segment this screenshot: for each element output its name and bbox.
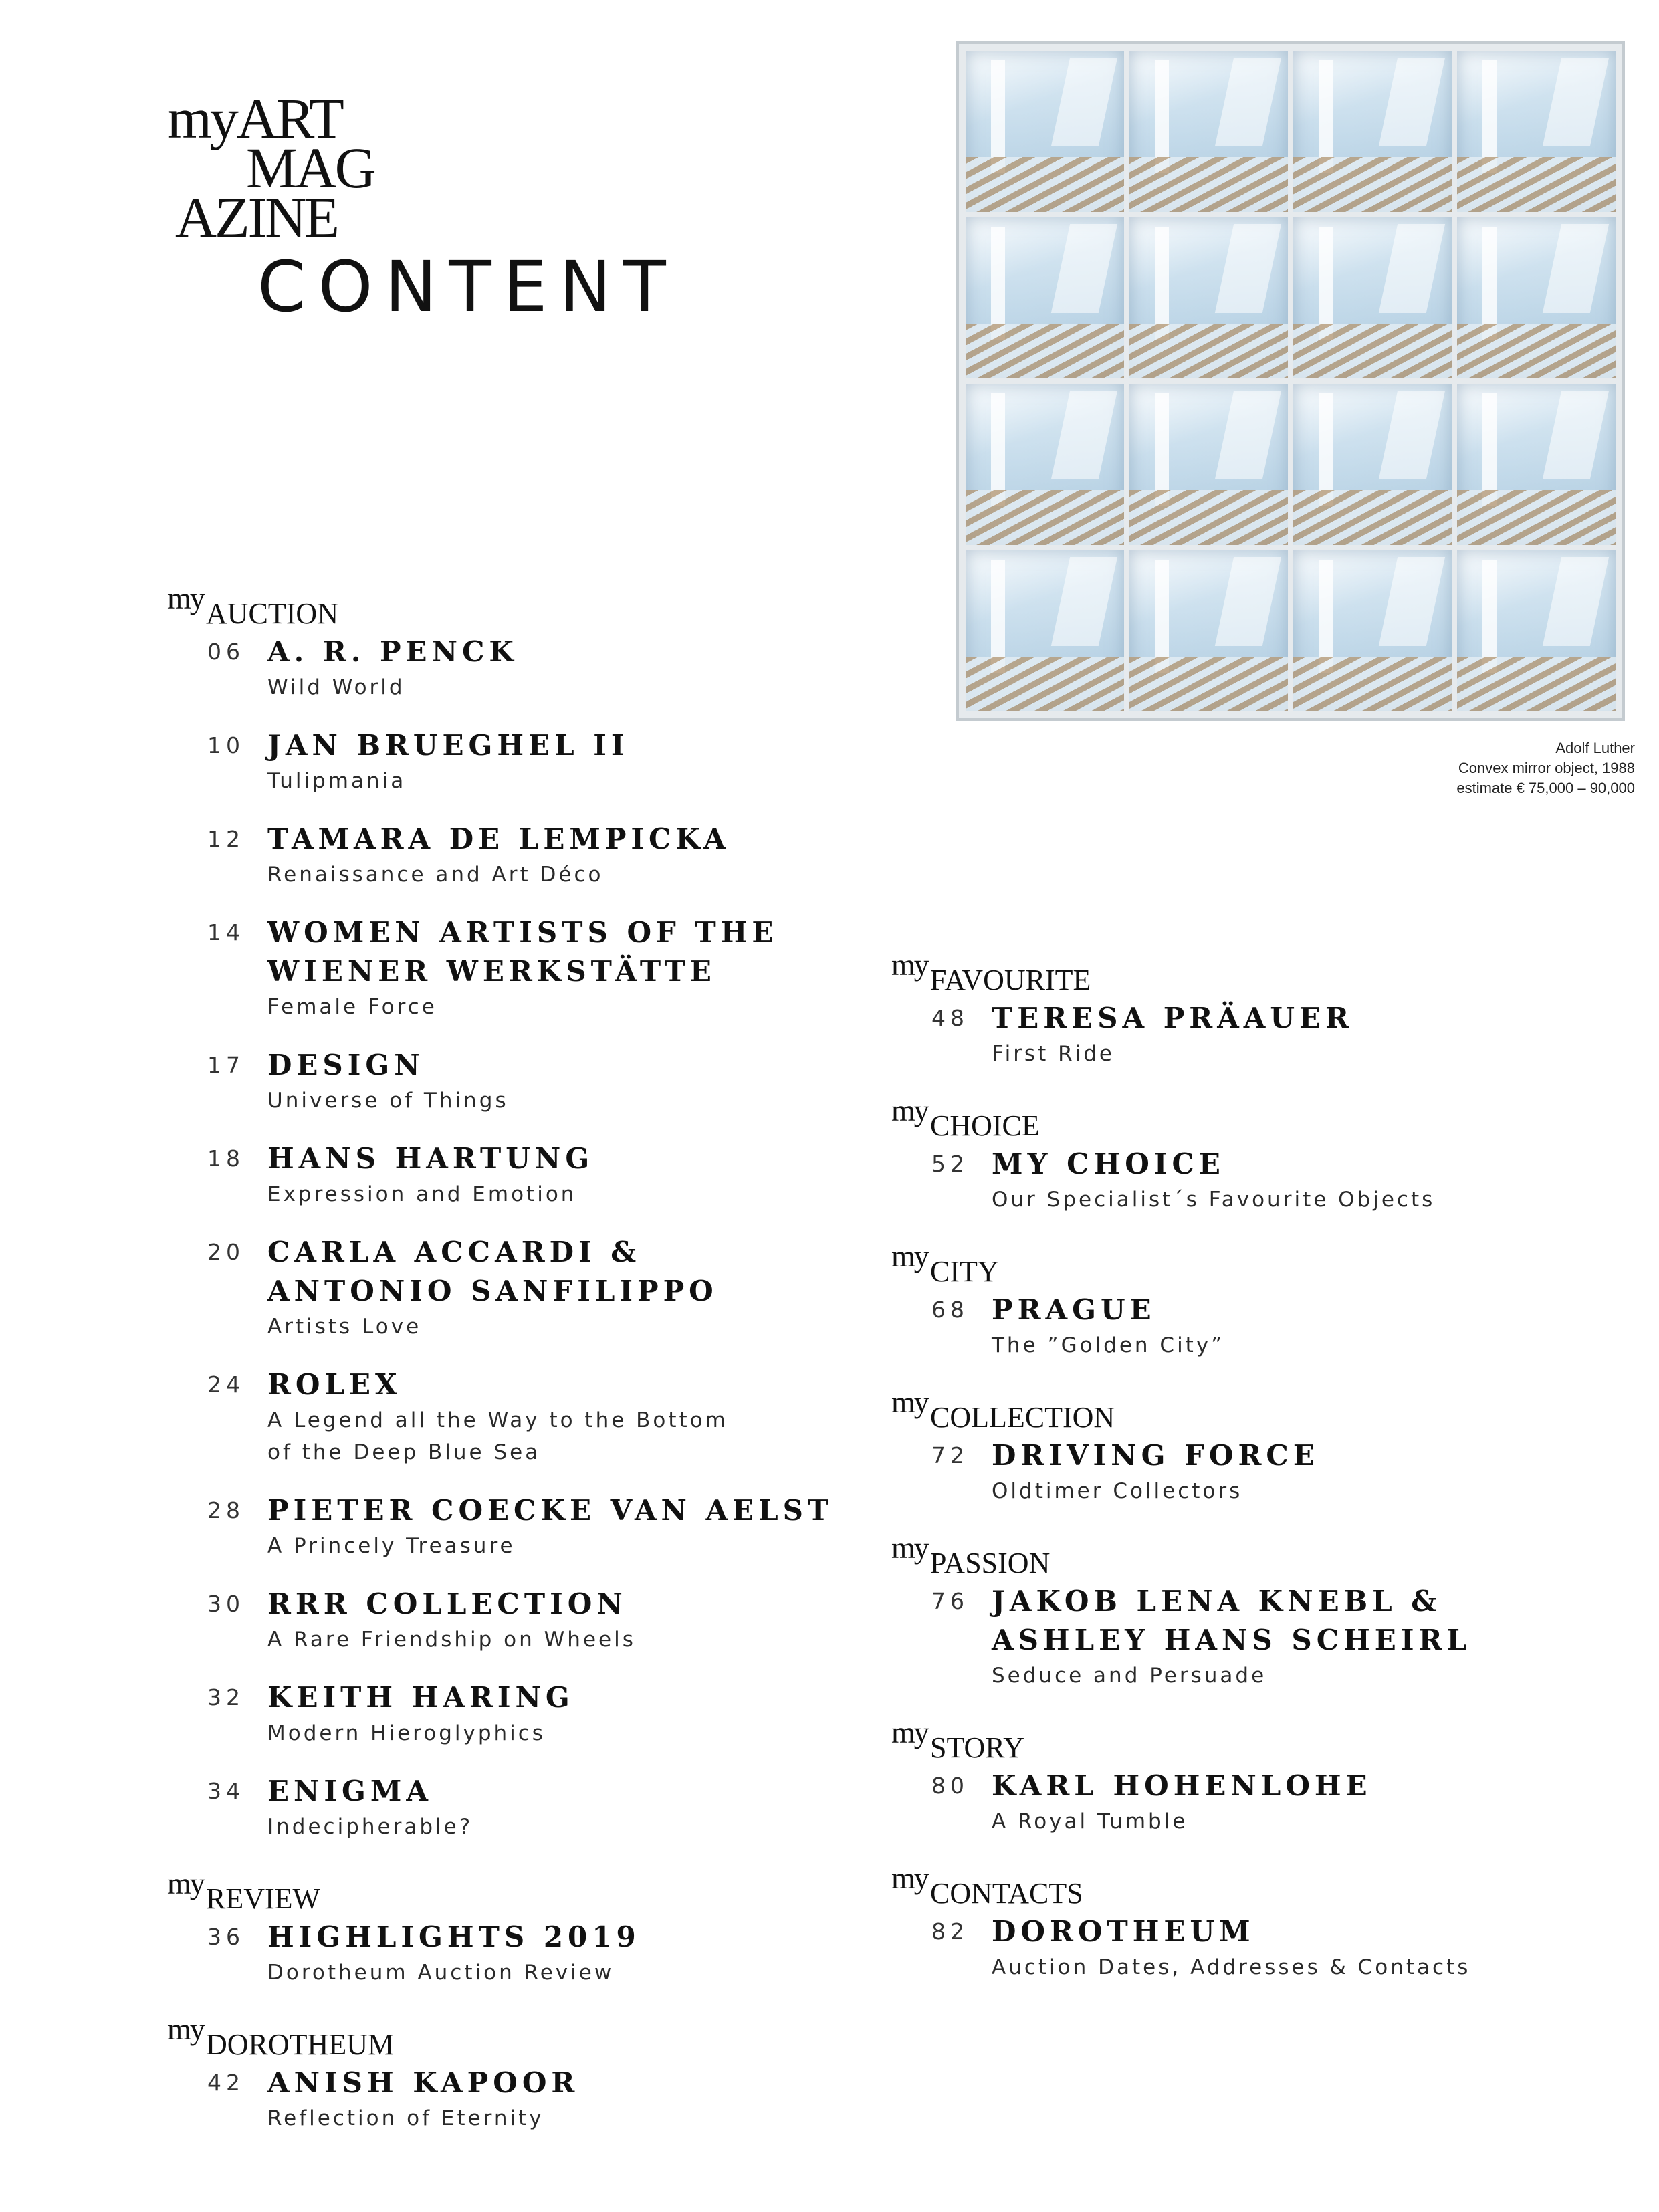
entry-title: WOMEN ARTISTS OF THE WIENER WERKSTÄTTE <box>267 916 778 988</box>
entry-title: HIGHLIGHTS 2019 <box>267 1920 641 1953</box>
caption-estimate: estimate € 75,000 – 90,000 <box>1456 780 1635 796</box>
toc-section-favourite <box>891 947 1634 1070</box>
mirror-tile <box>1129 384 1288 545</box>
section-prefix: my <box>167 2012 204 2046</box>
page-number: 34 <box>207 1778 245 1804</box>
entry-subtitle: First Ride <box>992 1042 1115 1066</box>
section-heading <box>167 2011 876 2064</box>
toc-entry[interactable] <box>167 1772 876 1843</box>
toc-entry[interactable] <box>891 999 1634 1070</box>
entry-title: CARLA ACCARDI & ANTONIO SANFILIPPO <box>267 1236 718 1307</box>
mirror-tile <box>1457 51 1616 212</box>
mirror-tile <box>1293 550 1452 711</box>
toc-entry[interactable] <box>167 1491 876 1562</box>
entry-title: HANS HARTUNG <box>267 1142 594 1175</box>
toc-entry[interactable] <box>167 913 876 1023</box>
caption-work: Convex mirror object, 1988 <box>1458 760 1635 776</box>
page-number: 24 <box>207 1371 245 1398</box>
entry-subtitle: A Princely Treasure <box>267 1534 516 1558</box>
page-number: 36 <box>207 1924 245 1950</box>
toc-entry[interactable] <box>167 820 876 891</box>
entry-subtitle: Dorotheum Auction Review <box>267 1961 615 1985</box>
logo-line-1: myART <box>167 86 342 150</box>
section-heading <box>891 1530 1634 1582</box>
section-prefix: my <box>891 1715 928 1749</box>
section-heading <box>167 1866 876 1918</box>
mirror-tile <box>966 217 1124 378</box>
entry-subtitle: Renaissance and Art Déco <box>267 863 604 887</box>
section-name: DOROTHEUM <box>206 2028 395 2061</box>
mirror-tile <box>1457 550 1616 711</box>
section-name: AUCTION <box>206 597 338 630</box>
entry-title: JAN BRUEGHEL II <box>267 729 629 762</box>
logo-line-2: MAG <box>246 136 374 200</box>
toc-section-dorotheum <box>167 2011 876 2134</box>
section-prefix: my <box>167 581 204 615</box>
page-number: 72 <box>931 1442 969 1468</box>
entry-subtitle: Auction Dates, Addresses & Contacts <box>992 1955 1471 1979</box>
mirror-tile <box>966 384 1124 545</box>
mirror-tile <box>1129 550 1288 711</box>
entry-title: JAKOB LENA KNEBL & ASHLEY HANS SCHEIRL <box>992 1585 1471 1656</box>
toc-section-review <box>167 1866 876 1989</box>
page-number: 12 <box>207 826 245 852</box>
entry-subtitle: A Rare Friendship on Wheels <box>267 1628 636 1652</box>
magazine-logo <box>167 86 374 249</box>
section-heading <box>891 1093 1634 1145</box>
entry-subtitle: A Legend all the Way to the Bottom of the Deep Blue Sea <box>267 1408 728 1464</box>
toc-entry[interactable] <box>167 1233 876 1343</box>
entry-subtitle: Modern Hieroglyphics <box>267 1721 546 1745</box>
entry-title: MY CHOICE <box>992 1147 1225 1180</box>
page-number: 42 <box>207 2070 245 2096</box>
section-prefix: my <box>891 1239 928 1273</box>
page-number: 80 <box>931 1773 969 1799</box>
toc-entry[interactable] <box>167 2064 876 2134</box>
section-heading <box>891 1715 1634 1767</box>
artwork-photo <box>956 41 1625 721</box>
page-number: 28 <box>207 1497 245 1523</box>
section-name: FAVOURITE <box>930 964 1091 996</box>
entry-title: DOROTHEUM <box>992 1915 1255 1948</box>
toc-section-collection <box>891 1384 1634 1507</box>
section-heading <box>891 1384 1634 1436</box>
mirror-tile <box>966 51 1124 212</box>
mirror-tile <box>966 550 1124 711</box>
entry-subtitle: Indecipherable? <box>267 1815 473 1839</box>
entry-title: ANISH KAPOOR <box>267 2066 580 2099</box>
toc-entry[interactable] <box>891 1912 1634 1983</box>
entry-title: TAMARA DE LEMPICKA <box>267 822 730 855</box>
mirror-tile <box>1129 51 1288 212</box>
section-name: CONTACTS <box>930 1877 1083 1910</box>
toc-entry[interactable] <box>167 1918 876 1989</box>
entry-title: KEITH HARING <box>267 1681 574 1714</box>
section-name: REVIEW <box>206 1882 321 1915</box>
section-prefix: my <box>891 948 928 982</box>
page-number: 10 <box>207 732 245 758</box>
toc-entry[interactable] <box>891 1291 1634 1361</box>
mirror-tile <box>1457 384 1616 545</box>
image-caption <box>1456 738 1635 798</box>
entry-subtitle: The ”Golden City” <box>992 1333 1225 1357</box>
toc-entry[interactable] <box>891 1436 1634 1507</box>
section-prefix: my <box>891 1093 928 1127</box>
toc-section-passion <box>891 1530 1634 1692</box>
section-prefix: my <box>891 1861 928 1895</box>
page-number: 30 <box>207 1591 245 1617</box>
toc-entry[interactable] <box>167 633 876 703</box>
entry-title: A. R. PENCK <box>267 635 518 668</box>
page-number: 17 <box>207 1052 245 1078</box>
page-title: CONTENT <box>257 246 678 328</box>
page-number: 82 <box>931 1918 969 1945</box>
section-prefix: my <box>891 1531 928 1565</box>
toc-column-right <box>891 947 1634 2006</box>
toc-entry[interactable] <box>891 1582 1634 1692</box>
page-number: 76 <box>931 1588 969 1614</box>
entry-subtitle: Universe of Things <box>267 1089 509 1113</box>
mirror-tile <box>1293 217 1452 378</box>
logo-line-3: AZINE <box>175 185 338 249</box>
page-number: 48 <box>931 1005 969 1031</box>
section-heading <box>891 1860 1634 1912</box>
page-number: 20 <box>207 1239 245 1265</box>
page-number: 32 <box>207 1684 245 1710</box>
entry-subtitle: Tulipmania <box>267 769 407 793</box>
section-heading <box>167 580 876 633</box>
section-name: PASSION <box>930 1547 1050 1579</box>
toc-entry[interactable] <box>891 1145 1634 1216</box>
toc-column-left <box>167 580 876 2157</box>
page-number: 14 <box>207 919 245 946</box>
entry-title: KARL HOHENLOHE <box>992 1769 1372 1802</box>
toc-entry[interactable] <box>167 1046 876 1117</box>
entry-subtitle: Female Force <box>267 995 437 1019</box>
mirror-tile <box>1293 51 1452 212</box>
entry-title: DRIVING FORCE <box>992 1439 1319 1472</box>
section-name: CITY <box>930 1255 999 1288</box>
toc-section-auction <box>167 580 876 1843</box>
toc-entry[interactable] <box>167 1678 876 1749</box>
section-prefix: my <box>167 1866 204 1900</box>
page-number: 52 <box>931 1151 969 1177</box>
entry-title: PIETER COECKE VAN AELST <box>267 1494 834 1527</box>
entry-title: PRAGUE <box>992 1293 1156 1326</box>
mirror-tile <box>1293 384 1452 545</box>
caption-artist: Adolf Luther <box>1555 740 1635 756</box>
entry-subtitle: Our Specialist´s Favourite Objects <box>992 1188 1436 1212</box>
entry-subtitle: Wild World <box>267 675 405 699</box>
entry-subtitle: Artists Love <box>267 1315 422 1339</box>
entry-subtitle: Expression and Emotion <box>267 1182 577 1206</box>
toc-section-contacts <box>891 1860 1634 1983</box>
entry-subtitle: Seduce and Persuade <box>992 1664 1267 1688</box>
section-heading <box>891 1238 1634 1291</box>
mirror-tile <box>1129 217 1288 378</box>
toc-section-city <box>891 1238 1634 1361</box>
section-name: CHOICE <box>930 1109 1040 1142</box>
toc-entry[interactable] <box>167 1585 876 1656</box>
section-prefix: my <box>891 1385 928 1419</box>
section-name: STORY <box>930 1731 1025 1764</box>
entry-title: DESIGN <box>267 1048 425 1081</box>
toc-section-story <box>891 1715 1634 1838</box>
page-number: 68 <box>931 1297 969 1323</box>
toc-entry[interactable] <box>167 726 876 797</box>
toc-entry[interactable] <box>891 1767 1634 1838</box>
toc-section-choice <box>891 1093 1634 1216</box>
entry-title: ROLEX <box>267 1368 402 1401</box>
page-number: 06 <box>207 639 245 665</box>
entry-subtitle: A Royal Tumble <box>992 1809 1188 1834</box>
entry-title: ENIGMA <box>267 1775 433 1807</box>
toc-entry[interactable] <box>167 1365 876 1468</box>
section-heading <box>891 947 1634 999</box>
entry-subtitle: Reflection of Eternity <box>267 2106 544 2130</box>
entry-subtitle: Oldtimer Collectors <box>992 1479 1243 1503</box>
section-name: COLLECTION <box>930 1401 1115 1434</box>
entry-title: TERESA PRÄAUER <box>992 1002 1353 1034</box>
page-number: 18 <box>207 1145 245 1172</box>
mirror-tile <box>1457 217 1616 378</box>
entry-title: RRR COLLECTION <box>267 1587 627 1620</box>
toc-entry[interactable] <box>167 1139 876 1210</box>
